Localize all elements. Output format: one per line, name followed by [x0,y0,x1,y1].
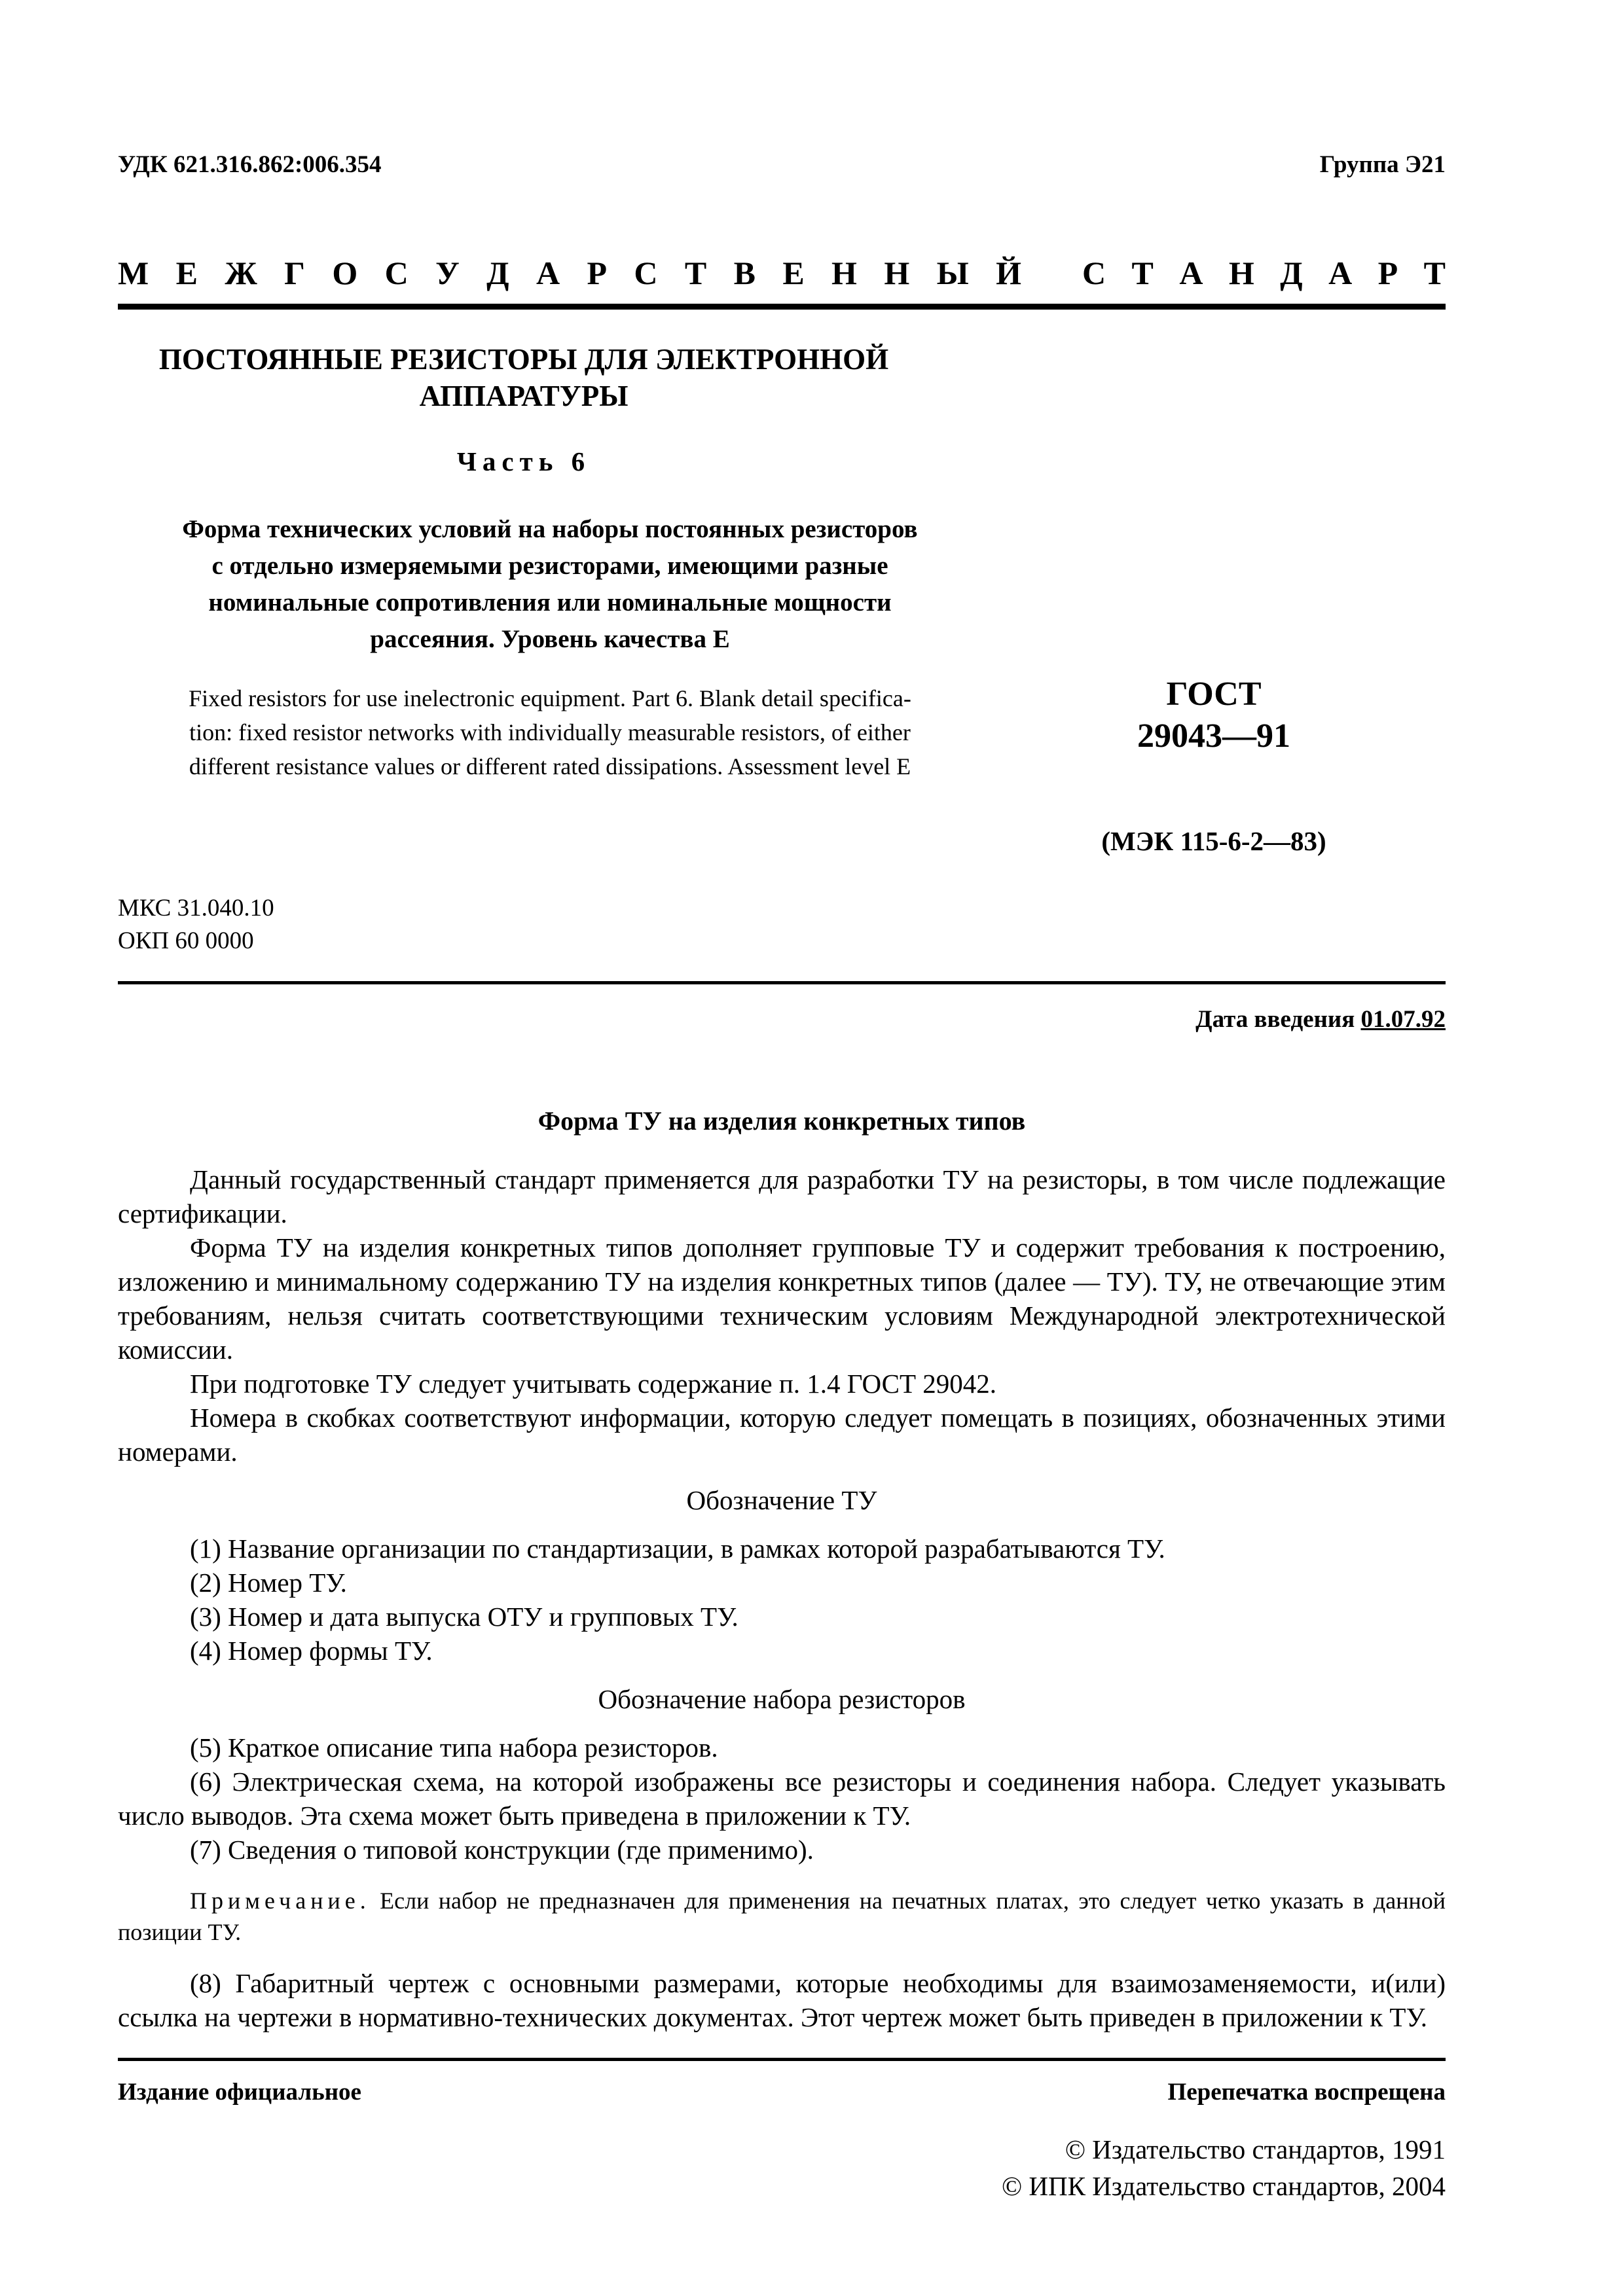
banner-letter: Т [1423,255,1446,291]
list-item: (7) Сведения о типовой конструкции (где применимо). [190,1835,814,1865]
subsection-title: Обозначение набора резисторов [598,1684,966,1714]
english-title-line: different resistance values or different rated dissipations. Assessment level E [189,753,911,780]
standard-banner [118,254,1446,292]
banner-letter: А [1328,255,1353,291]
banner-letter: Д [1280,255,1303,291]
subsection-title: Обозначение ТУ [686,1485,877,1515]
copyright-line: © Издательство стандартов, 1991 [1065,2134,1446,2164]
date-label: Дата введения [1195,1006,1361,1033]
english-title-line: tion: fixed resistor networks with individually measurable resistors, of either [189,719,911,745]
okp-code: ОКП 60 0000 [118,927,254,954]
part-number: Часть 6 [456,446,591,476]
mks-code: МКС 31.040.10 [118,895,274,922]
banner-letter: А [536,255,560,291]
note-text: Если набор не предназначен для применения на печатных платах, это следует четко указать в данной позиции ТУ. [118,1888,1446,1945]
thick-divider [118,304,1446,310]
subtitle-line: Форма технических условий на наборы постоянных резисторов [182,515,918,543]
banner-letter: Е [175,255,198,291]
title-block [118,341,1446,857]
banner-letter: Й [996,255,1021,291]
banner-letter: М [118,255,149,291]
effective-date [118,1005,1446,1033]
banner-word-interstate [118,254,1021,292]
subtitle [118,511,982,658]
reprint-notice: Перепечатка воспрещена [1167,2079,1446,2106]
gost-label: ГОСТ [1166,675,1262,713]
note [118,1885,1446,1948]
banner-letter: Н [884,255,910,291]
paragraph: При подготовке ТУ следует учитывать содержание п. 1.4 ГОСТ 29042. [190,1369,996,1399]
banner-letter: Г [284,255,305,291]
udk-code: УДК 621.316.862:006.354 [118,151,382,178]
classification-codes [118,892,1446,958]
edition-label: Издание официальное [118,2079,361,2106]
banner-letter: С [634,255,658,291]
footer-row [118,2078,1446,2106]
gost-code: 29043—91 [1137,717,1290,755]
banner-letter: Т [684,255,707,291]
banner-letter: Н [831,255,857,291]
banner-letter: Т [1131,255,1154,291]
group-code: Группа Э21 [1319,151,1446,178]
title-left [118,341,982,857]
title-right [982,341,1446,857]
banner-letter: Е [782,255,805,291]
banner-letter: У [435,255,460,291]
list-item: (3) Номер и дата выпуска ОТУ и групповых ТУ. [190,1602,739,1632]
list-item: (4) Номер формы ТУ. [190,1636,433,1666]
banner-word-standard [1082,254,1446,292]
iec-reference: (МЭК 115-6-2—83) [1101,826,1326,856]
banner-letter: В [733,255,756,291]
list-item: (2) Номер ТУ. [190,1568,347,1598]
list-item: (5) Краткое описание типа набора резисторов. [190,1732,718,1763]
banner-letter: С [384,255,409,291]
gost-number [982,673,1446,757]
paragraph: Номера в скобках соответствуют информации, которую следует помещать в позициях, обозначенных этими номерами. [118,1403,1446,1467]
main-title-line: ПОСТОЯННЫЕ РЕЗИСТОРЫ ДЛЯ ЭЛЕКТРОННОЙ [158,343,889,376]
note-label: Примечание. [190,1888,371,1914]
banner-letter: Р [1377,255,1398,291]
banner-letter: Р [587,255,607,291]
copyright-line: © ИПК Издательство стандартов, 2004 [1001,2171,1446,2201]
date-value: 01.07.92 [1360,1006,1446,1033]
divider [118,981,1446,984]
english-title [118,681,982,783]
english-title-line: Fixed resistors for use inelectronic equipment. Part 6. Blank detail specifica- [189,685,911,711]
banner-letter: Д [486,255,509,291]
banner-letter: Ж [225,255,257,291]
list-item: (1) Название организации по стандартизации, в рамках которой разрабатываются ТУ. [190,1534,1165,1564]
main-title [118,341,930,414]
banner-letter: А [1179,255,1203,291]
list-item: (6) Электрическая схема, на которой изображены все резисторы и соединения набора. Следует указывать число выводов. Эта схема может быть приведена в приложении к ТУ. [118,1767,1446,1831]
copyright-block [118,2131,1446,2204]
subtitle-line: с отдельно измеряемыми резисторами, имеющими разные [211,552,888,580]
subtitle-line: номинальные сопротивления или номинальные мощности [208,588,892,617]
banner-letter: Н [1228,255,1254,291]
document-page [118,151,1446,2204]
subtitle-line: рассеяния. Уровень качества Е [370,625,730,653]
section-title: Форма ТУ на изделия конкретных типов [538,1106,1026,1136]
divider [118,2058,1446,2061]
list-item: (8) Габаритный чертеж с основными размерами, которые необходимы для взаимозаменяемости, и(или) ссылка на чертежи в нормативно-технических документах. Этот чертеж может быть приведен в приложении к ТУ. [118,1968,1446,2032]
paragraph: Форма ТУ на изделия конкретных типов дополняет групповые ТУ и содержит требования к построению, изложению и минимальному содержанию ТУ на изделия конкретных типов (далее — ТУ). ТУ, не отвечающие этим требованиям, нельзя считать соответствующими техническим условиям Международной электротехнической комиссии. [118,1232,1446,1365]
banner-letter: О [332,255,358,291]
paragraph: Данный государственный стандарт применяется для разработки ТУ на резисторы, в том числе подлежащие сертификации. [118,1164,1446,1229]
main-title-line: АППАРАТУРЫ [419,380,629,412]
header-row [118,151,1446,179]
banner-letter: С [1082,255,1106,291]
banner-letter: Ы [936,255,969,291]
